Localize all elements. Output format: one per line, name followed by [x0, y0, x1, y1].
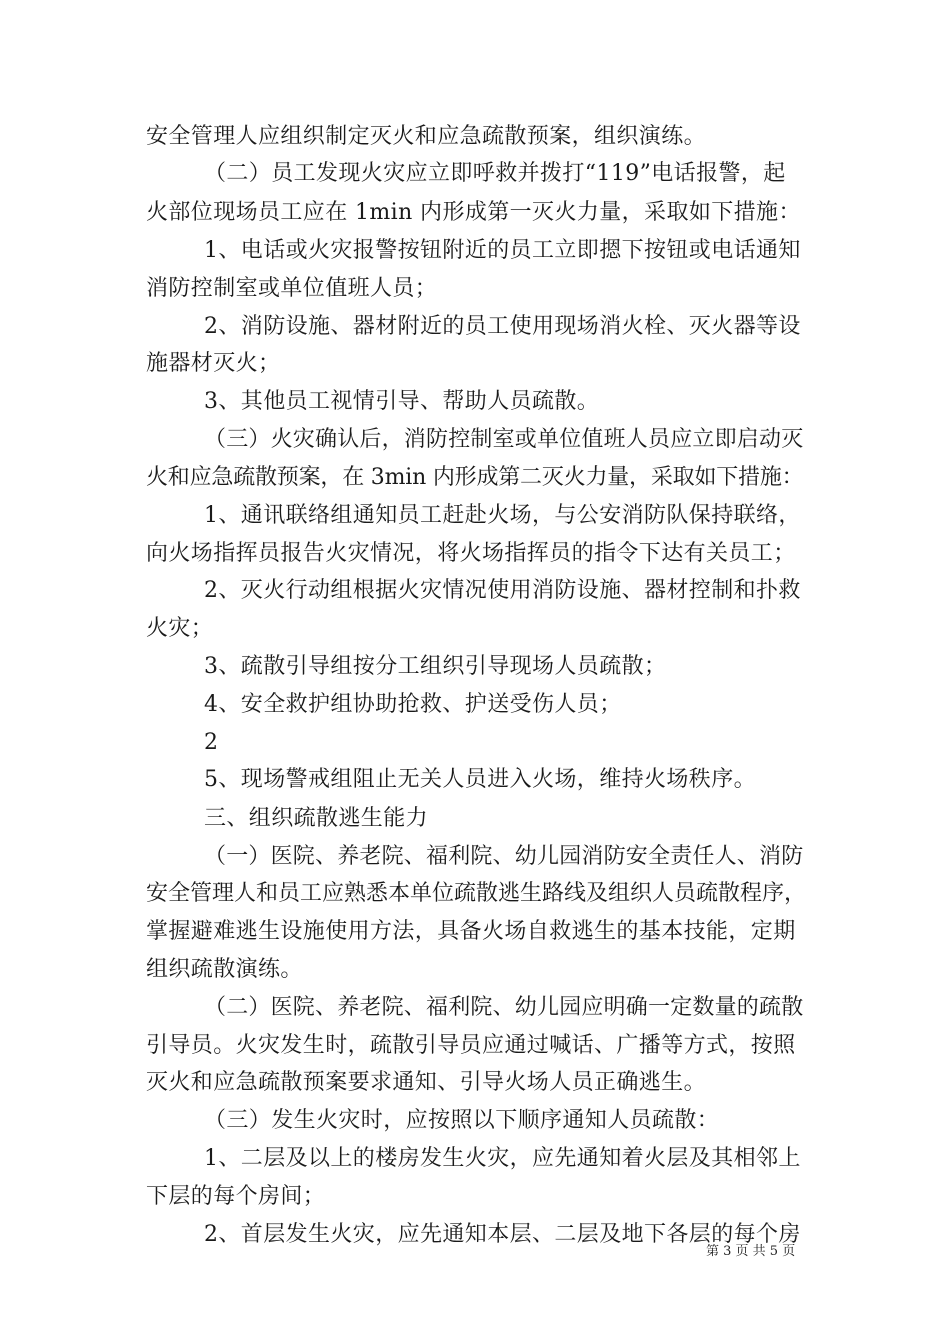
text-line-2: （二）员工发现火灾应立即呼救并拨打“119”电话报警，起	[204, 161, 786, 186]
text-line-17: 2	[204, 730, 219, 755]
text-line-7: 施器材灭火；	[146, 351, 281, 376]
text-line-18: 5、现场警戒组阻止无关人员进入火场，维持火场秩序。	[204, 767, 756, 792]
text-line-14: 火灾；	[146, 616, 214, 641]
text-line-30: 2、首层发生火灾，应先通知本层、二层及地下各层的每个房	[204, 1222, 801, 1247]
text-line-15: 3、疏散引导组按分工组织引导现场人员疏散；	[204, 654, 667, 679]
text-line-24: （二）医院、养老院、福利院、幼儿园应明确一定数量的疏散	[204, 995, 804, 1020]
text-line-20: （一）医院、养老院、福利院、幼儿园消防安全责任人、消防	[204, 844, 804, 869]
text-line-25: 引导员。火灾发生时，疏散引导员应通过喊话、广播等方式，按照	[146, 1033, 796, 1058]
text-line-21: 安全管理人和员工应熟悉本单位疏散逃生路线及组织人员疏散程序，	[146, 881, 807, 906]
page-number-footer: 第 3 页 共 5 页	[706, 1244, 796, 1259]
text-line-8: 3、其他员工视情引导、帮助人员疏散。	[204, 389, 600, 414]
text-line-28: 1、二层及以上的楼房发生火灾，应先通知着火层及其相邻上	[204, 1146, 801, 1171]
text-line-22: 掌握避难逃生设施使用方法，具备火场自救逃生的基本技能，定期	[146, 919, 796, 944]
text-line-26: 灭火和应急疏散预案要求通知、引导火场人员正确逃生。	[146, 1070, 707, 1095]
text-line-5: 消防控制室或单位值班人员；	[146, 276, 438, 301]
text-line-10: 火和应急疏散预案，在 3min 内形成第二灭火力量，采取如下措施：	[146, 465, 804, 490]
text-line-29: 下层的每个房间；	[146, 1184, 326, 1209]
text-line-9: （三）火灾确认后，消防控制室或单位值班人员应立即启动灭	[204, 427, 804, 452]
text-line-23: 组织疏散演练。	[146, 957, 303, 982]
text-line-4: 1、电话或火灾报警按钮附近的员工立即摁下按钮或电话通知	[204, 238, 801, 263]
text-line-6: 2、消防设施、器材附近的员工使用现场消火栓、灭火器等设	[204, 314, 801, 339]
text-line-27: （三）发生火灾时，应按照以下顺序通知人员疏散：	[204, 1108, 720, 1133]
text-line-3: 火部位现场员工应在 1min 内形成第一灭火力量，采取如下措施：	[146, 200, 801, 225]
text-line-12: 向火场指挥员报告火灾情况，将火场指挥员的指令下达有关员工；	[146, 541, 796, 566]
text-line-11: 1、通讯联络组通知员工赶赴火场，与公安消防队保持联络，	[204, 503, 801, 528]
text-line-16: 4、安全救护组协助抢救、护送受伤人员；	[204, 692, 622, 717]
text-line-1: 安全管理人应组织制定灭火和应急疏散预案，组织演练。	[146, 124, 707, 149]
text-line-13: 2、灭火行动组根据火灾情况使用消防设施、器材控制和扑救	[204, 578, 801, 603]
section-heading: 三、组织疏散逃生能力	[204, 806, 429, 831]
